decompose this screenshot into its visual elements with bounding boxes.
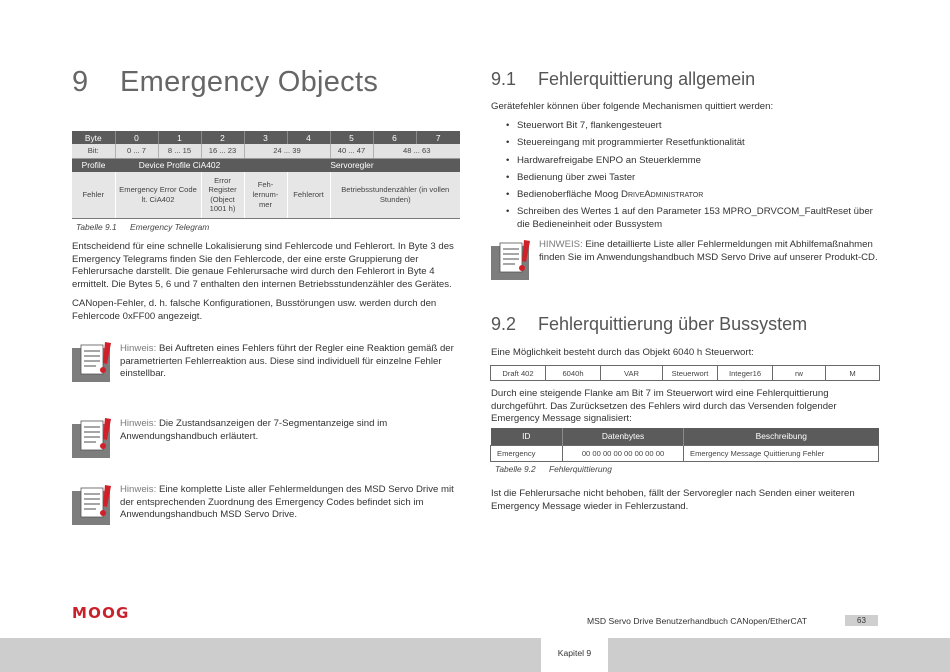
bullet-list [491,120,881,236]
table-cell: Servoregler [244,158,460,172]
note-icon [72,485,112,530]
caption-number: Tabelle 9.1 [76,222,117,232]
table-cell: M [826,366,880,381]
table-header-cell: 4 [287,131,330,144]
table-header-cell: 3 [244,131,287,144]
table-cell: Device Profile CiA402 [115,158,244,172]
section-title-text: Fehlerquittierung über Bussystem [538,314,808,334]
object-6040-table [490,365,880,381]
table-cell: Emergency [491,445,563,461]
table-header-cell: 2 [201,131,244,144]
table-row [72,172,460,218]
paragraph: Eine Möglichkeit besteht durch das Objekt 6040 h Steuerwort: [491,347,754,358]
section-number: 9.2 [491,314,517,334]
note-label: Hinweis: [120,484,157,495]
chapter-number: 9 [72,66,89,98]
table-caption [495,464,612,474]
section-title [491,314,807,335]
table-cell: 40 ... 47 [330,144,373,158]
table-cell: 6040h [546,366,601,381]
emergency-telegram-table [72,131,460,219]
list-item: • Bedienung über zwei Taster [491,172,881,185]
table-cell: Integer16 [718,366,773,381]
list-item: • Steuerwort Bit 7, flankengesteuert [491,120,881,133]
table-cell: Fehler [72,172,115,218]
table-header-cell: Datenbytes [563,428,684,445]
note-body: Bei Auftreten eines Fehlers führt der Regler eine Reaktion gemäß der parametrierten Fehlerreaktion aus. Diese sind individuell für einzelne Fehler einstellbar. [120,343,454,380]
list-item: • Schreiben des Wertes 1 auf den Parameter 153 MPRO_DRVCOM_FaultReset über die Bedieneinheit oder Bussystem [491,206,881,231]
table-header-cell: 6 [373,131,416,144]
table-cell: 16 ... 23 [201,144,244,158]
section-number: 9.1 [491,69,517,89]
warning-document-icon [491,240,531,280]
table-cell: Profile [72,158,115,172]
note-body: Eine detaillierte Liste aller Fehlermeldungen mit Abhilfemaßnahmen finden Sie im Anwendungshandbuch MSD Servo Drive auf unserer Produkt-CD. [539,239,878,263]
list-item-text: Bedienoberfläche Moog [517,189,622,201]
chapter-title-text: Emergency Objects [120,66,379,98]
paragraph: Durch eine steigende Flanke am Bit 7 im Steuerwort wird eine Fehlerquittierung durchgeführt. Das Zurücksetzen des Fehlers wird durch das Versenden folgender Emergency Message signalisiert: [491,388,837,425]
warning-document-icon [72,418,112,458]
table-header-cell: 5 [330,131,373,144]
note-label: HINWEIS: [539,239,583,250]
note-text [120,418,460,443]
paragraph: Ist die Fehlerursache nicht behoben, fällt der Servoregler nach Senden einer weiteren Emergency Message wieder in Fehlerzustand. [491,488,855,512]
footer-document-title: MSD Servo Drive Benutzerhandbuch CANopen/EtherCAT [587,616,808,626]
table-header-cell: 0 [115,131,158,144]
table-header-row [72,131,460,144]
product-name: DriveAdministrator [621,189,704,201]
table-cell: Emergency Error Code lt. CiA402 [115,172,201,218]
warning-document-icon [72,342,112,382]
note-text [539,239,879,264]
table-cell: Fehlerort [287,172,330,218]
paragraph: Entscheidend für eine schnelle Lokalisierung sind Fehlercode und Fehlerort. In Byte 3 des Emergency Telegrams finden Sie den Fehlercode, der eine erste Gruppierung der Fehlerursache darstellt. Die genaue Fehlerursache wird durch den Fehlerort in Byte 4 ermittelt. Die Bytes 5, 6 und 7 enthalten den internen Betriebsstundenzähler des Gerätes. [72,241,454,291]
list-item: • Hardwarefreigabe ENPO an Steuerklemme [491,155,881,168]
section-title-text: Fehlerquittierung allgemein [538,69,756,89]
table-row [72,144,460,158]
table-cell: rw [773,366,826,381]
table-cell: 24 ... 39 [244,144,330,158]
list-item: • Steuereingang mit programmierter Resetfunktionalität [491,137,881,150]
caption-text: Fehlerquittierung [549,464,612,474]
note-text [120,484,460,522]
note-label: Hinweis: [120,418,157,429]
table-cell: 0 ... 7 [115,144,158,158]
table-row [491,366,880,381]
table-cell: Error Register (Object 1001 h) [201,172,244,218]
note-label: Hinweis: [120,343,157,354]
table-cell: Bit: [72,144,115,158]
table-caption [76,222,209,232]
table-cell: Emergency Message Quittierung Fehler [684,445,879,461]
chapter-tab: Kapitel 9 [541,638,608,672]
table-cell: VAR [601,366,663,381]
page-number: 63 [845,615,878,626]
footer-bar [0,638,950,672]
table-header-cell: Beschreibung [684,428,879,445]
table-cell: Betriebsstundenzähler (in vollen Stunden) [330,172,460,218]
table-row [491,445,879,461]
table-header-cell: Byte [72,131,115,144]
caption-text: Emergency Telegram [130,222,210,232]
note-icon [72,342,112,387]
table-cell: Draft 402 [491,366,546,381]
table-header-cell: 1 [158,131,201,144]
table-cell: 8 ... 15 [158,144,201,158]
paragraph: Gerätefehler können über folgende Mechanismen quittiert werden: [491,101,774,112]
table-header-cell: ID [491,428,563,445]
table-cell: Steuerwort [663,366,718,381]
table-cell: 00 00 00 00 00 00 00 00 [563,445,684,461]
table-cell: 48 ... 63 [373,144,460,158]
table-row [72,158,460,172]
section-title [491,69,755,90]
note-icon [72,418,112,463]
table-header-row [491,428,879,445]
note-text [120,343,460,381]
paragraph: CANopen-Fehler, d. h. falsche Konfigurationen, Busstörungen usw. werden durch den Fehlercode 0xFF00 angezeigt. [72,298,437,322]
chapter-title [72,66,378,99]
note-icon [491,240,531,285]
emergency-message-table [490,428,879,462]
moog-logo: MOOG [72,604,130,622]
warning-document-icon [72,485,112,525]
caption-number: Tabelle 9.2 [495,464,536,474]
table-cell: Feh-lernum-mer [244,172,287,218]
note-body: Die Zustandsanzeigen der 7-Segmentanzeige sind im Anwendungshandbuch erläutert. [120,418,388,442]
table-header-cell: 7 [416,131,460,144]
note-body: Eine komplette Liste aller Fehlermeldungen des MSD Servo Drive mit der entsprechenden Zuordnung des Emergency Codes befindet sich im Anwendungshandbuch MSD Servo Drive. [120,484,454,521]
list-item [491,189,881,202]
